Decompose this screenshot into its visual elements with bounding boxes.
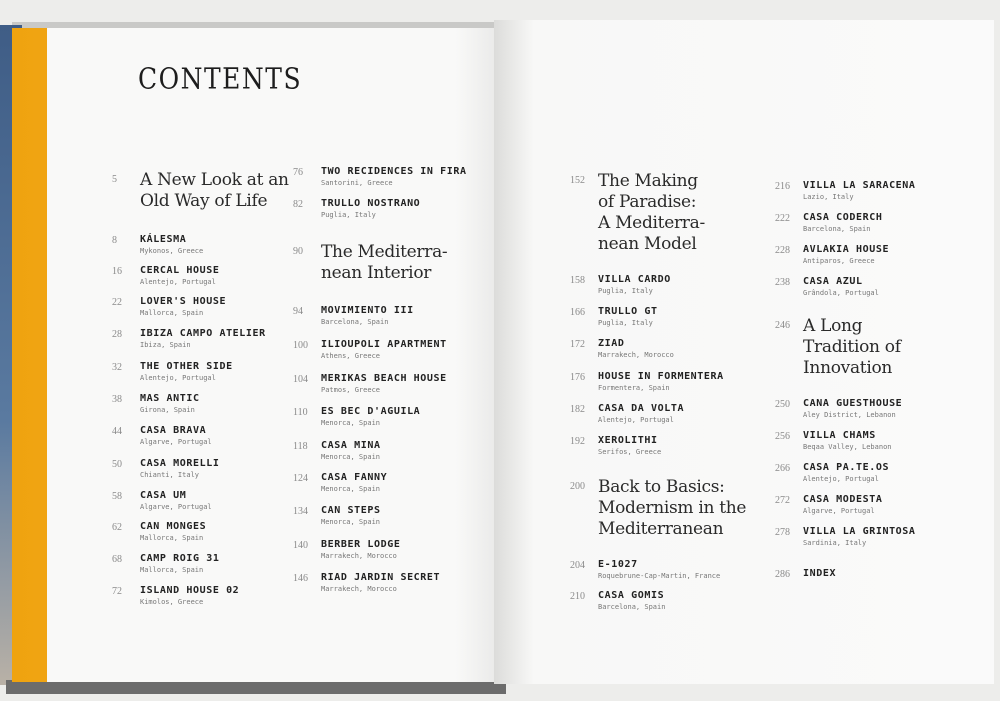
toc-entry [775,430,978,451]
project-location: Roquebrune-Cap-Martin, France [598,572,721,580]
toc-entry [112,361,315,382]
project-name: CERCAL HOUSE [140,265,220,276]
project-location: Menorca, Spain [321,453,381,461]
page-number: 22 [112,297,122,308]
page-number: 110 [293,407,308,418]
project-name: THE OTHER SIDE [140,361,233,372]
page-number: 8 [112,235,117,246]
toc-entry [293,339,496,360]
toc-entry [293,505,496,526]
project-location: Formentera, Spain [598,384,670,392]
page-number: 182 [570,404,585,415]
page-number: 222 [775,213,790,224]
project-name: CASA MORELLI [140,458,220,469]
project-name: HOUSE IN FORMENTERA [598,371,724,382]
project-name: CASA UM [140,490,187,501]
page-number: 250 [775,399,790,410]
project-name: CASA PA.TE.OS [803,462,890,473]
project-name: ILIOUPOLI APARTMENT [321,339,447,350]
page-number: 166 [570,307,585,318]
toc-entry [293,198,496,219]
page-number: 38 [112,394,122,405]
project-location: Marrakech, Morocco [321,552,397,560]
page-number: 200 [570,481,585,492]
section-title-line: nean Model [598,234,697,254]
project-name: CASA BRAVA [140,425,207,436]
section-heading [570,477,758,540]
contents-heading: CONTENTS [138,62,303,96]
book-cover-bottom-edge [6,680,506,694]
project-location: Beqaa Valley, Lebanon [803,443,892,451]
toc-entry [570,338,773,359]
toc-entry [112,425,315,446]
project-name: CASA MODESTA [803,494,883,505]
toc-entry [570,403,773,424]
toc-entry [112,393,315,414]
project-name: LOVER'S HOUSE [140,296,227,307]
section-title-line: A Mediterra- [598,213,705,233]
page-number: 58 [112,491,122,502]
project-location: Athens, Greece [321,352,381,360]
project-name: ISLAND HOUSE 02 [140,585,240,596]
page-number: 172 [570,339,585,350]
page-number: 16 [112,266,122,277]
toc-entry [775,276,978,297]
toc-entry [293,305,496,326]
page-number: 286 [775,569,790,580]
page-number: 100 [293,340,308,351]
page-number: 82 [293,199,303,210]
toc-entry [112,585,315,606]
project-location: Algarve, Portugal [140,503,212,511]
page-number: 118 [293,441,308,452]
project-name: CASA GOMIS [598,590,665,601]
project-name: AVLAKIA HOUSE [803,244,890,255]
toc-entry [775,462,978,483]
section-heading [570,171,758,255]
section-title-line: Tradition of [803,337,901,357]
toc-entry [775,212,978,233]
toc-entry [775,180,978,201]
toc-entry [775,244,978,265]
page-number: 204 [570,560,585,571]
toc-entry [775,568,978,580]
project-name: TRULLO GT [598,306,658,317]
page-number: 5 [112,174,117,185]
page-number: 152 [570,175,585,186]
section-title-line: Modernism in the [598,498,747,518]
toc-entry [293,539,496,560]
project-location: Mallorca, Spain [140,566,204,574]
project-name: CASA CODERCH [803,212,883,223]
page-number: 76 [293,167,303,178]
project-name: MOVIMIENTO III [321,305,414,316]
project-name: VILLA LA GRINTOSA [803,526,916,537]
project-name: VILLA LA SARACENA [803,180,916,191]
project-location: Barcelona, Spain [598,603,666,611]
project-location: Mykonos, Greece [140,247,204,255]
project-name: CAMP ROIG 31 [140,553,220,564]
page-number: 28 [112,329,122,340]
project-location: Puglia, Italy [598,319,653,327]
project-location: Barcelona, Spain [321,318,389,326]
section-title-line: Back to Basics: [598,477,725,497]
project-location: Algarve, Portugal [140,438,212,446]
project-location: Mallorca, Spain [140,534,204,542]
project-name: XEROLITHI [598,435,658,446]
toc-entry [570,274,773,295]
project-location: Antiparos, Greece [803,257,875,265]
section-title-line: A Long [803,316,863,336]
page-number: 90 [293,246,303,257]
section-title-line: nean Interior [321,263,432,283]
page-number: 256 [775,431,790,442]
project-name: ES BEC D'AGUILA [321,406,421,417]
section-title-line: Mediterranean [598,519,724,539]
toc-entry [293,572,496,593]
project-location: Marrakech, Morocco [598,351,674,359]
page-number: 62 [112,522,122,533]
project-location: Alentejo, Portugal [140,374,216,382]
project-name: RIAD JARDIN SECRET [321,572,441,583]
project-location: Menorca, Spain [321,518,381,526]
project-name: VILLA CHAMS [803,430,876,441]
page-number: 146 [293,573,308,584]
section-title-line: A New Look at an [140,170,289,190]
project-location: Ibiza, Spain [140,341,191,349]
section-title-line: The Making [598,171,698,191]
section-title-line: Old Way of Life [140,191,268,211]
project-location: Patmos, Greece [321,386,381,394]
toc-entry [112,265,315,286]
toc-entry [293,166,496,187]
project-name: CASA AZUL [803,276,863,287]
project-name: VILLA CARDO [598,274,671,285]
section-heading [293,242,481,284]
project-name: E-1027 [598,559,638,570]
project-location: Puglia, Italy [321,211,376,219]
page-number: 266 [775,463,790,474]
project-location: Santorini, Greece [321,179,393,187]
project-name: CANA GUESTHOUSE [803,398,903,409]
project-name: INDEX [803,568,837,579]
page-number: 104 [293,374,308,385]
page-number: 32 [112,362,122,373]
page-number: 272 [775,495,790,506]
project-name: MAS ANTIC [140,393,200,404]
section-title-line: Innovation [803,358,893,378]
section-heading [112,170,300,212]
toc-entry [112,328,315,349]
toc-entry [775,494,978,515]
page-number: 176 [570,372,585,383]
project-name: TWO RECIDENCES IN FIRA [321,166,467,177]
project-location: Algarve, Portugal [803,507,875,515]
project-location: Lazio, Italy [803,193,854,201]
page-number: 246 [775,320,790,331]
project-location: Menorca, Spain [321,419,381,427]
page-number: 72 [112,586,122,597]
toc-entry [112,553,315,574]
page-number: 68 [112,554,122,565]
project-location: Alentejo, Portugal [598,416,674,424]
project-location: Kimolos, Greece [140,598,204,606]
toc-entry [293,406,496,427]
page-number: 94 [293,306,303,317]
toc-entry [293,373,496,394]
page-number: 44 [112,426,122,437]
section-title-line: of Paradise: [598,192,697,212]
project-location: Girona, Spain [140,406,195,414]
toc-entry [570,371,773,392]
project-name: ZIAD [598,338,625,349]
project-location: Sardinia, Italy [803,539,867,547]
project-location: Marrakech, Morocco [321,585,397,593]
project-name: CAN MONGES [140,521,207,532]
project-name: CAN STEPS [321,505,381,516]
toc-entry [775,526,978,547]
toc-entry [570,435,773,456]
page-number: 238 [775,277,790,288]
project-location: Alentejo, Portugal [803,475,879,483]
project-location: Chianti, Italy [140,471,200,479]
project-name: CASA MINA [321,440,381,451]
toc-entry [112,490,315,511]
section-title-line: The Mediterra- [321,242,448,262]
project-location: Mallorca, Spain [140,309,204,317]
project-name: MERIKAS BEACH HOUSE [321,373,447,384]
toc-entry [570,559,773,580]
project-location: Menorca, Spain [321,485,381,493]
page-number: 124 [293,473,308,484]
project-name: CASA FANNY [321,472,388,483]
project-location: Puglia, Italy [598,287,653,295]
project-name: BERBER LODGE [321,539,401,550]
project-name: KÁLESMA [140,234,187,245]
project-name: IBIZA CAMPO ATELIER [140,328,266,339]
page-number: 228 [775,245,790,256]
toc-entry [112,521,315,542]
toc-entry [293,440,496,461]
toc-entry [293,472,496,493]
project-name: TRULLO NOSTRANO [321,198,421,209]
toc-entry [570,306,773,327]
project-location: Barcelona, Spain [803,225,871,233]
toc-entry [570,590,773,611]
project-location: Serifos, Greece [598,448,662,456]
project-location: Grândola, Portugal [803,289,879,297]
project-location: Aley District, Lebanon [803,411,896,419]
page-number: 140 [293,540,308,551]
section-heading [775,316,963,379]
project-location: Alentejo, Portugal [140,278,216,286]
toc-entry [112,234,315,255]
toc-entry [112,458,315,479]
toc-entry [112,296,315,317]
page-number: 278 [775,527,790,538]
page-number: 216 [775,181,790,192]
page-number: 158 [570,275,585,286]
page-number: 134 [293,506,308,517]
toc-entry [775,398,978,419]
page-number: 192 [570,436,585,447]
page-number: 50 [112,459,122,470]
project-name: CASA DA VOLTA [598,403,685,414]
page-number: 210 [570,591,585,602]
